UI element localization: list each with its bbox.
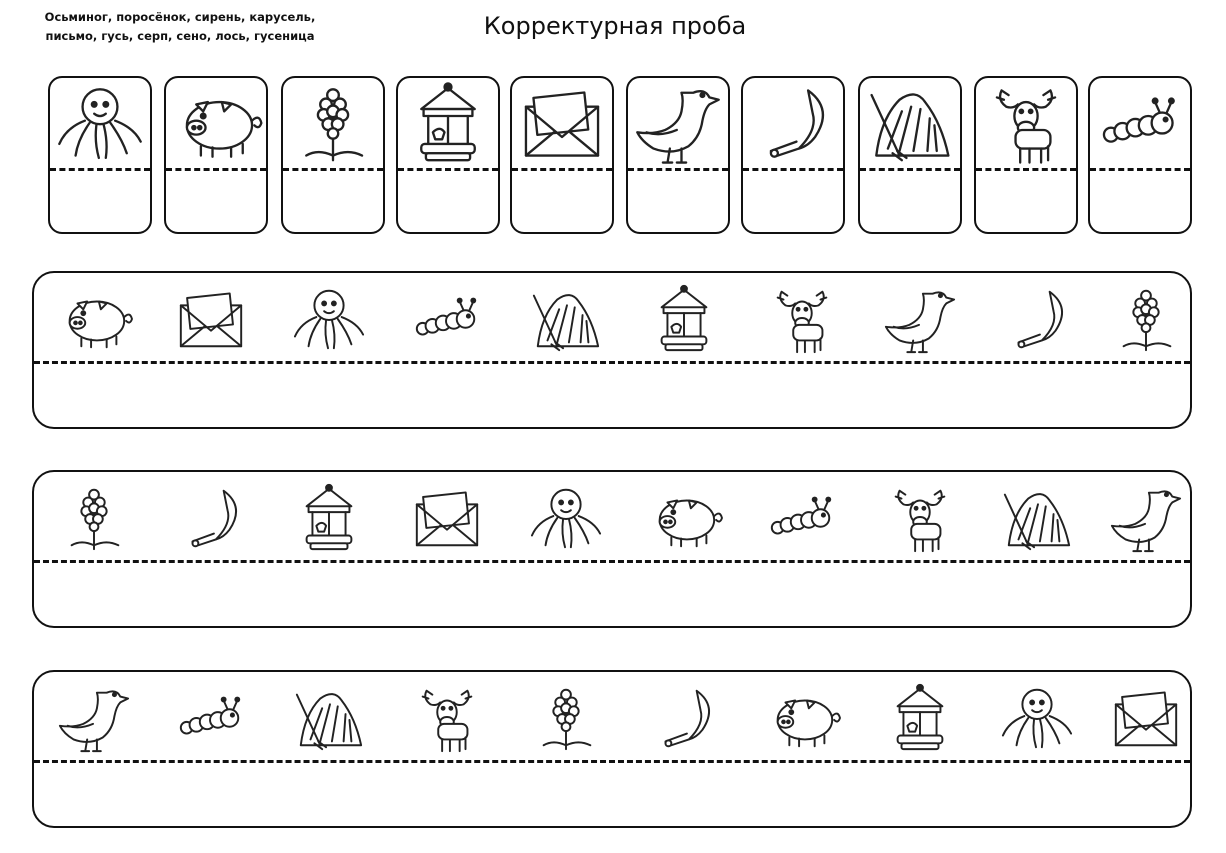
task-row-3 — [32, 670, 1192, 828]
key-picture — [628, 78, 728, 168]
letter-icon — [512, 78, 612, 168]
octopus-icon — [994, 681, 1080, 755]
row-picture-letter — [397, 478, 497, 558]
key-card-lilac — [281, 76, 385, 234]
words-line-2: письмо, гусь, серп, сено, лось, гусеница — [45, 29, 315, 43]
row-picture-piglet — [752, 678, 852, 758]
key-symbol — [50, 171, 150, 234]
key-picture — [398, 78, 498, 168]
octopus-icon — [50, 78, 150, 168]
row-picture-letter — [1096, 678, 1196, 758]
key-picture — [1090, 78, 1190, 168]
key-card-hay — [858, 76, 962, 234]
words-list — [20, 8, 340, 46]
caterpillar-icon — [1090, 78, 1190, 168]
key-symbol — [743, 171, 843, 234]
hay-icon — [286, 681, 372, 755]
key-symbol — [398, 171, 498, 234]
goose-icon — [628, 78, 728, 168]
words-line-1: Осьминог, поросёнок, сирень, карусель, — [44, 10, 316, 24]
key-picture — [50, 78, 150, 168]
row-picture-lilac — [516, 678, 616, 758]
key-symbol — [166, 171, 266, 234]
key-picture — [283, 78, 383, 168]
key-card-letter — [510, 76, 614, 234]
hay-icon — [994, 481, 1080, 555]
task-row-1 — [32, 271, 1192, 429]
row-picture-caterpillar — [161, 678, 261, 758]
lilac-icon — [1103, 282, 1189, 356]
carousel-icon — [877, 681, 963, 755]
key-symbol — [628, 171, 728, 234]
goose-icon — [51, 681, 137, 755]
row-picture-moose — [752, 279, 852, 359]
row-picture-lilac — [44, 478, 144, 558]
row-picture-sickle — [161, 478, 261, 558]
hay-icon — [860, 78, 960, 168]
key-symbol — [860, 171, 960, 234]
letter-icon — [404, 481, 490, 555]
key-picture — [860, 78, 960, 168]
answer-area[interactable] — [34, 763, 1190, 826]
row-picture-moose — [397, 678, 497, 758]
octopus-icon — [286, 282, 372, 356]
sickle-icon — [641, 681, 727, 755]
row-picture-sickle — [987, 279, 1087, 359]
letter-icon — [168, 282, 254, 356]
key-card-sickle — [741, 76, 845, 234]
lilac-icon — [283, 78, 383, 168]
key-card-carousel — [396, 76, 500, 234]
sickle-icon — [743, 78, 843, 168]
row-picture-carousel — [279, 478, 379, 558]
carousel-icon — [641, 282, 727, 356]
row-picture-goose — [44, 678, 144, 758]
answer-area[interactable] — [34, 563, 1190, 626]
goose-icon — [877, 282, 963, 356]
caterpillar-icon — [759, 481, 845, 555]
row-picture-octopus — [516, 478, 616, 558]
key-picture — [743, 78, 843, 168]
piglet-icon — [759, 681, 845, 755]
piglet-icon — [166, 78, 266, 168]
row-picture-letter — [161, 279, 261, 359]
key-picture — [976, 78, 1076, 168]
row-picture-caterpillar — [397, 279, 497, 359]
moose-icon — [976, 78, 1076, 168]
row-picture-hay — [279, 678, 379, 758]
row-picture-octopus — [987, 678, 1087, 758]
row-picture-piglet — [44, 279, 144, 359]
key-picture — [512, 78, 612, 168]
piglet-icon — [51, 282, 137, 356]
caterpillar-icon — [168, 681, 254, 755]
key-card-caterpillar — [1088, 76, 1192, 234]
key-card-piglet — [164, 76, 268, 234]
row-picture-lilac — [1096, 279, 1196, 359]
key-symbol — [283, 171, 383, 234]
moose-icon — [877, 481, 963, 555]
row-picture-carousel — [870, 678, 970, 758]
row-picture-piglet — [634, 478, 734, 558]
key-picture — [166, 78, 266, 168]
row-picture-sickle — [634, 678, 734, 758]
row-picture-carousel — [634, 279, 734, 359]
moose-icon — [759, 282, 845, 356]
carousel-icon — [398, 78, 498, 168]
moose-icon — [404, 681, 490, 755]
row-picture-goose — [870, 279, 970, 359]
letter-icon — [1103, 681, 1189, 755]
key-card-octopus — [48, 76, 152, 234]
answer-area[interactable] — [34, 364, 1190, 427]
sickle-icon — [994, 282, 1080, 356]
row-picture-moose — [870, 478, 970, 558]
key-symbol — [512, 171, 612, 234]
row-picture-hay — [516, 279, 616, 359]
row-picture-caterpillar — [752, 478, 852, 558]
row-picture-hay — [987, 478, 1087, 558]
page-title: Корректурная проба — [483, 12, 747, 40]
octopus-icon — [523, 481, 609, 555]
row-picture-octopus — [279, 279, 379, 359]
piglet-icon — [641, 481, 727, 555]
caterpillar-icon — [404, 282, 490, 356]
key-symbol — [976, 171, 1076, 234]
hay-icon — [523, 282, 609, 356]
key-card-moose — [974, 76, 1078, 234]
row-picture-goose — [1096, 478, 1196, 558]
lilac-icon — [51, 481, 137, 555]
task-row-2 — [32, 470, 1192, 628]
sickle-icon — [168, 481, 254, 555]
goose-icon — [1103, 481, 1189, 555]
key-symbol — [1090, 171, 1190, 234]
carousel-icon — [286, 481, 372, 555]
lilac-icon — [523, 681, 609, 755]
key-card-goose — [626, 76, 730, 234]
